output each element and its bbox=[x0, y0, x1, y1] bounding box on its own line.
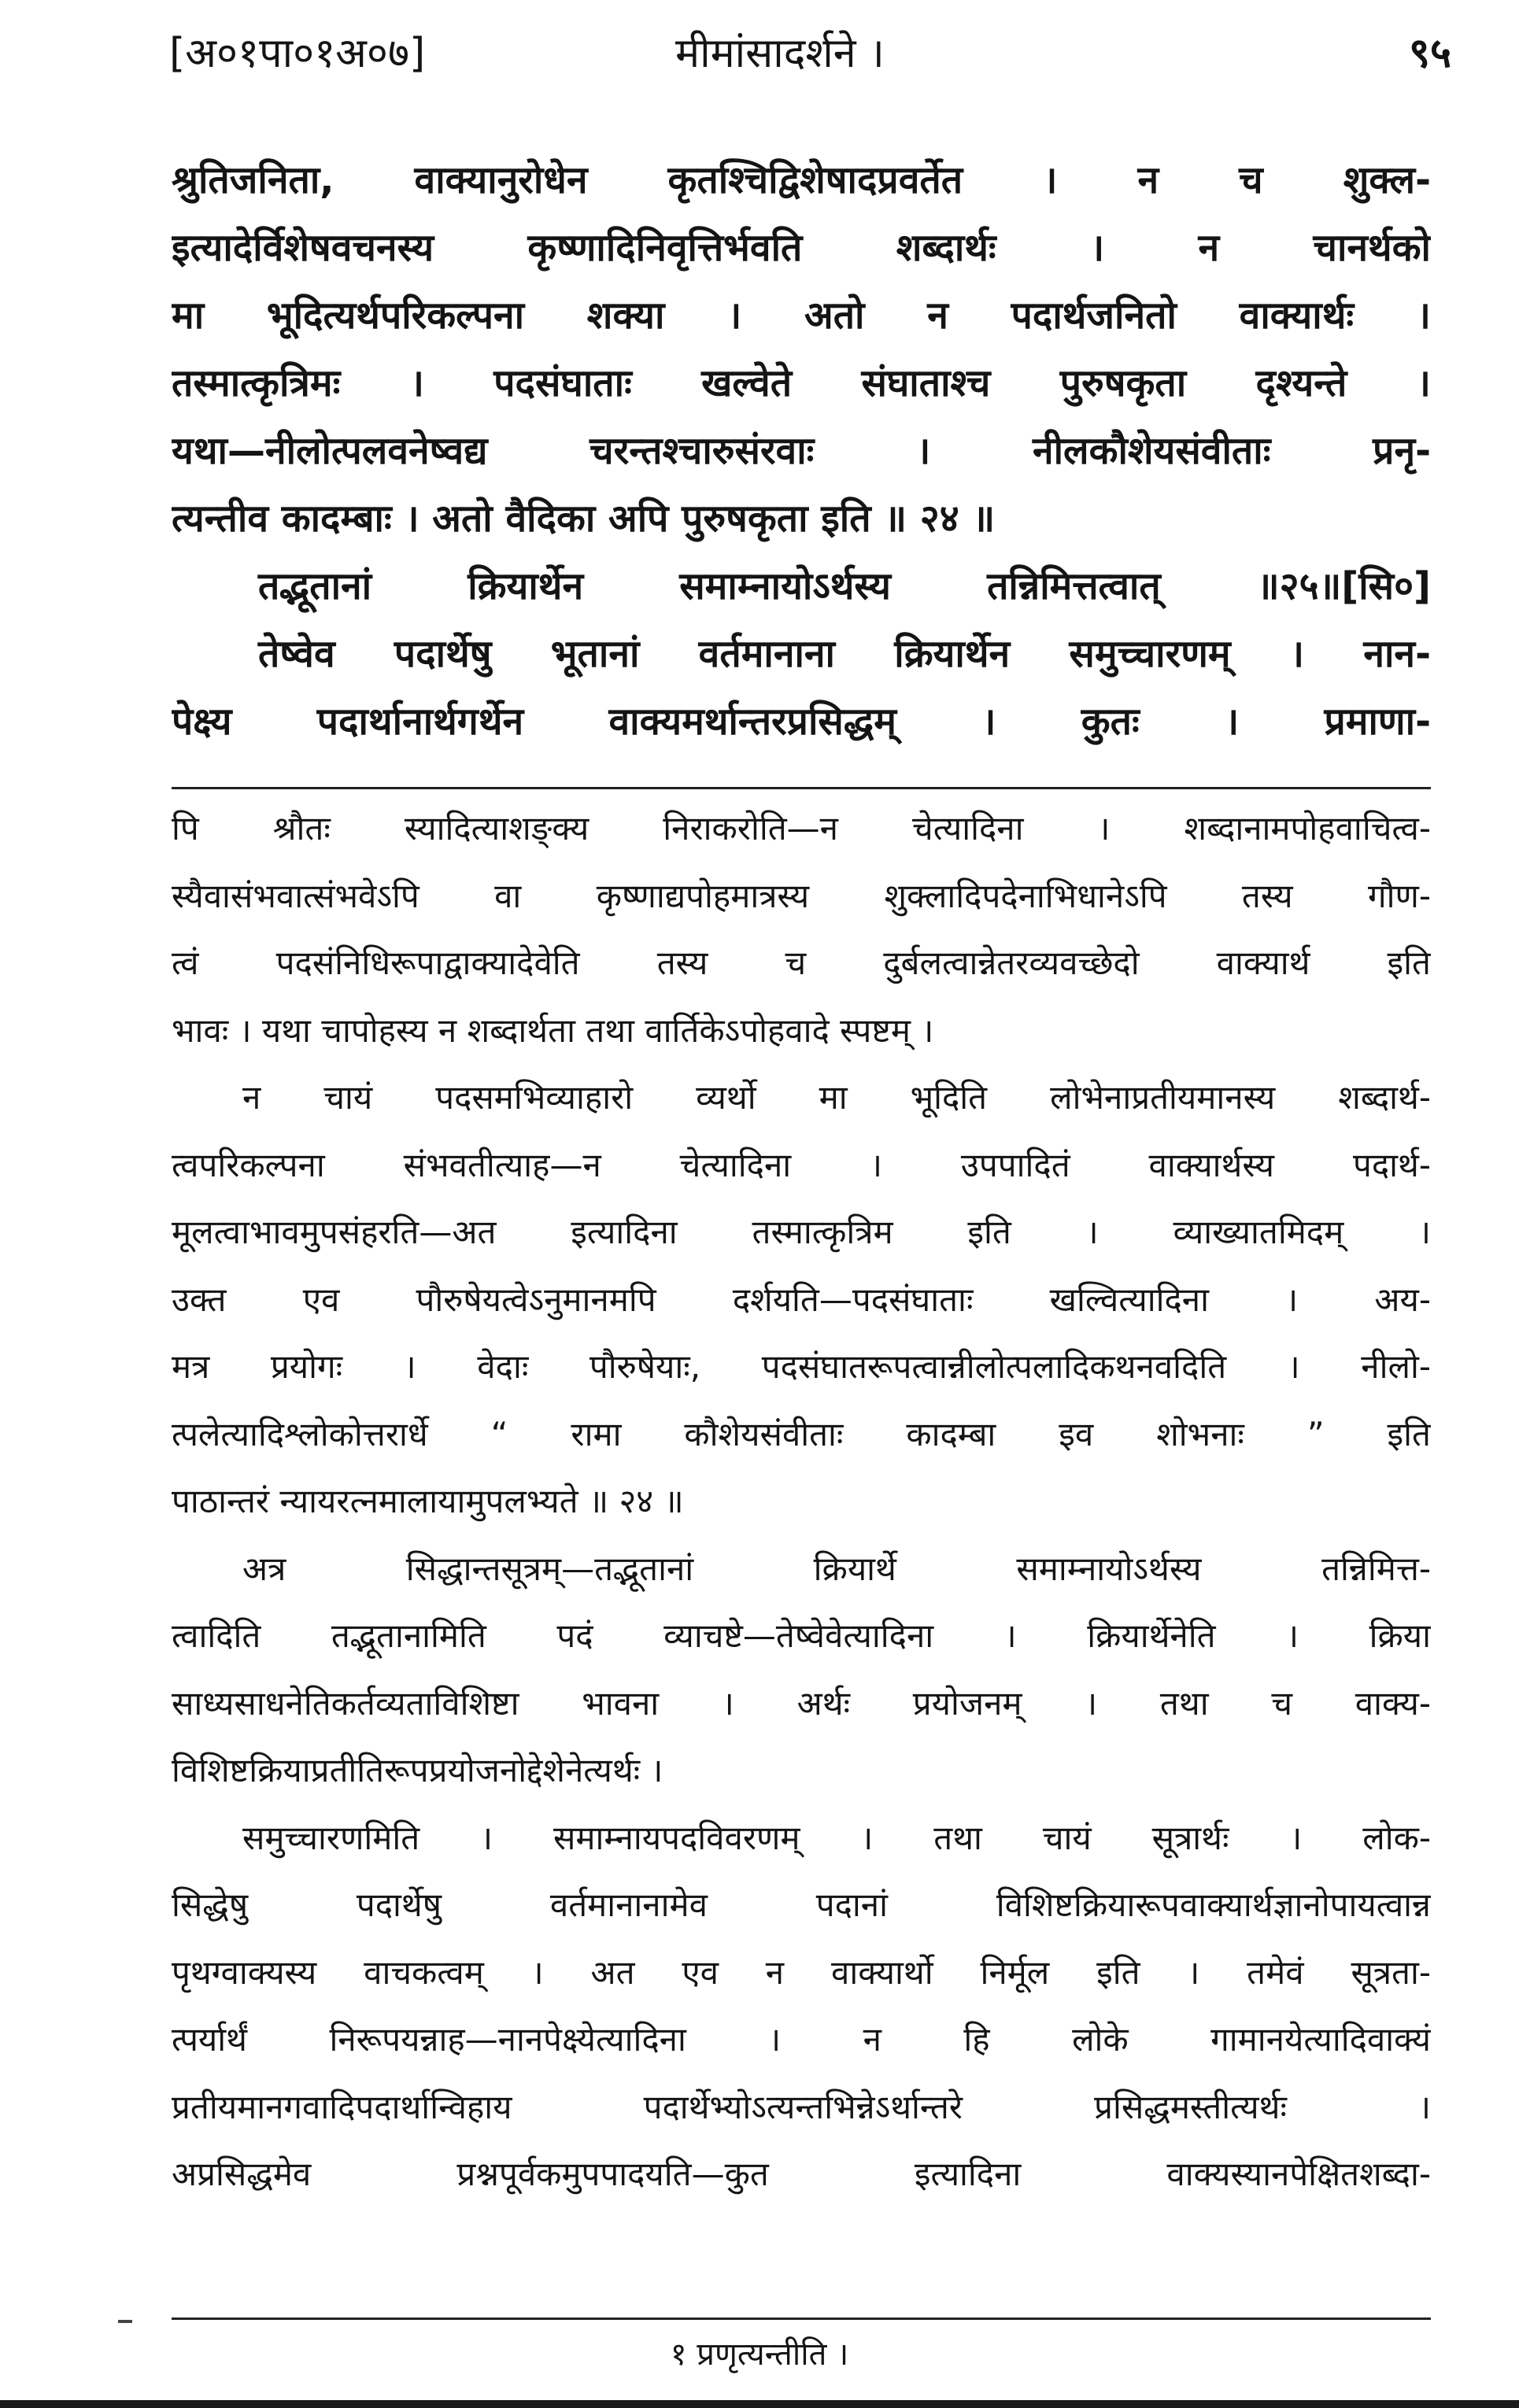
commentary-line: पृथग्वाक्यस्य वाचकत्वम् । अत एव न वाक्यार्थो निर्मूल इति । तमेवं सूत्रता- bbox=[172, 1952, 1431, 1992]
commentary-line: त्पलेत्यादिश्लोकोत्तरार्धे “ रामा कौशेयसंवीताः कादम्बा इव शोभनाः ” इति bbox=[172, 1414, 1431, 1453]
commentary-line: अप्रसिद्धमेव प्रश्नपूर्वकमुपपादयति—कुत इत्यादिना वाक्यस्यानपेक्षितशब्दा- bbox=[172, 2155, 1431, 2193]
main-line: त्यन्तीव कादम्बाः । अतो वैदिका अपि पुरुषकृता इति ॥ २४ ॥ bbox=[172, 497, 996, 541]
main-line: तस्मात्कृत्रिमः । पदसंघाताः खल्वेते संघाताश्च पुरुषकृता दृश्यन्ते । bbox=[172, 361, 1431, 405]
commentary-line: मत्र प्रयोगः । वेदाः पौरुषेयाः, पदसंघातरूपत्वान्नीलोत्पलादिकथनवदिति । नीलो- bbox=[172, 1347, 1431, 1386]
page-bottom-edge bbox=[0, 2400, 1519, 2408]
main-text bbox=[172, 146, 1431, 755]
main-line: इत्यादेर्विशेषवचनस्य कृष्णादिनिवृत्तिर्भवति शब्दार्थः । न चानर्थको bbox=[172, 226, 1431, 270]
commentary-line: प्रतीयमानगवादिपदार्थान्विहाय पदार्थेभ्योऽत्यन्तभिन्नेऽर्थान्तरे प्रसिद्धमस्तीत्यर्थः । bbox=[172, 2087, 1431, 2126]
main-line: तेष्वेव पदार्थेषु भूतानां वर्तमानाना क्रियार्थेन समुच्चारणम् । नान- bbox=[258, 632, 1431, 676]
running-title: मीमांसादर्शने । bbox=[675, 30, 885, 77]
main-line: श्रुतिजनिता, वाक्यानुरोधेन कृतश्चिद्विशेषादप्रवर्तेत । न च शुक्ल- bbox=[172, 158, 1431, 202]
commentary-line: त्पर्यार्थं निरूपयन्नाह—नानपेक्ष्येत्यादिना । न हि लोके गामानयेत्यादिवाक्यं bbox=[172, 2020, 1431, 2059]
commentary-line: मूलत्वाभावमुपसंहरति—अत इत्यादिना तस्मात्कृत्रिम इति । व्याख्यातमिदम् । bbox=[172, 1213, 1431, 1251]
commentary-line: पाठान्तरं न्यायरत्नमालायामुपलभ्यते ॥ २४ ॥ bbox=[172, 1482, 684, 1520]
commentary-line: न चायं पदसमभिव्याहारो व्यर्थो मा भूदिति लोभेनाप्रतीयमानस्य शब्दार्थ- bbox=[242, 1078, 1431, 1117]
commentary-line: पि श्रौतः स्यादित्याशङ्क्य निराकरोति—न चेत्यादिना । शब्दानामपोहवाचित्व- bbox=[172, 809, 1431, 848]
main-line: यथा—नीलोत्पलवनेष्वद्य चरन्तश्चारुसंरवाः । नीलकौशेयसंवीताः प्रनृ- bbox=[172, 429, 1431, 473]
commentary-line: विशिष्टक्रियाप्रतीतिरूपप्रयोजनोद्देशेनेत्यर्थः । bbox=[172, 1751, 663, 1789]
commentary-line: अत्र सिद्धान्तसूत्रम्—तद्भूतानां क्रियार्थे समाम्नायोऽर्थस्य तन्निमित्त- bbox=[242, 1549, 1431, 1588]
commentary-line: सिद्धेषु पदार्थेषु वर्तमानानामेव पदानां विशिष्टक्रियारूपवाक्यार्थज्ञानोपायत्वान्न bbox=[172, 1885, 1431, 1924]
commentary bbox=[172, 795, 1431, 2208]
footnote: १ प्रणृत्यन्तीति । bbox=[670, 2336, 849, 2373]
commentary-line: स्यैवासंभवात्संभवेऽपि वा कृष्णाद्यपोहमात्रस्य शुक्लादिपदेनाभिधानेऽपि तस्य गौण- bbox=[172, 876, 1431, 915]
page-number: ९५ bbox=[1409, 30, 1452, 77]
chapter-reference: [अ०१पा०१अ०७] bbox=[169, 30, 426, 77]
commentary-line: त्वादिति तद्भूतानामिति पदं व्याचष्टे—तेष्वेवेत्यादिना । क्रियार्थेनेति । क्रिया bbox=[172, 1616, 1431, 1655]
main-line: मा भूदित्यर्थपरिकल्पना शक्या । अतो न पदार्थजनितो वाक्यार्थः । bbox=[172, 294, 1431, 338]
commentary-line: त्वं पदसंनिधिरूपाद्वाक्यादेवेति तस्य च दुर्बलत्वान्नेतरव्यवच्छेदो वाक्यार्थ इति bbox=[172, 944, 1431, 982]
footnote-divider bbox=[172, 2318, 1431, 2320]
commentary-line: उक्त एव पौरुषेयत्वेऽनुमानमपि दर्शयति—पदसंघाताः खल्वित्यादिना । अय- bbox=[172, 1280, 1431, 1319]
commentary-line: समुच्चारणमिति । समाम्नायपदविवरणम् । तथा चायं सूत्रार्थः । लोक- bbox=[242, 1818, 1431, 1857]
commentary-line: साध्यसाधनेतिकर्तव्यताविशिष्टा भावना । अर्थः प्रयोजनम् । तथा च वाक्य- bbox=[172, 1683, 1431, 1723]
commentary-divider bbox=[172, 787, 1431, 789]
margin-mark bbox=[118, 2320, 132, 2323]
commentary-line: भावः । यथा चापोहस्य न शब्दार्थता तथा वार्तिकेऽपोहवादे स्पष्टम् । bbox=[172, 1010, 934, 1050]
commentary-line: त्वपरिकल्पना संभवतीत्याह—न चेत्यादिना । उपपादितं वाक्यार्थस्य पदार्थ- bbox=[172, 1145, 1431, 1184]
main-line: पेक्ष्य पदार्थानार्थगर्थेन वाक्यमर्थान्तरप्रसिद्धम् । कुतः । प्रमाणा- bbox=[172, 700, 1431, 744]
sutra-line: तद्भूतानां क्रियार्थेन समाम्नायोऽर्थस्य तन्निमित्तत्वात् ॥२५॥[सि०] bbox=[258, 564, 1431, 608]
